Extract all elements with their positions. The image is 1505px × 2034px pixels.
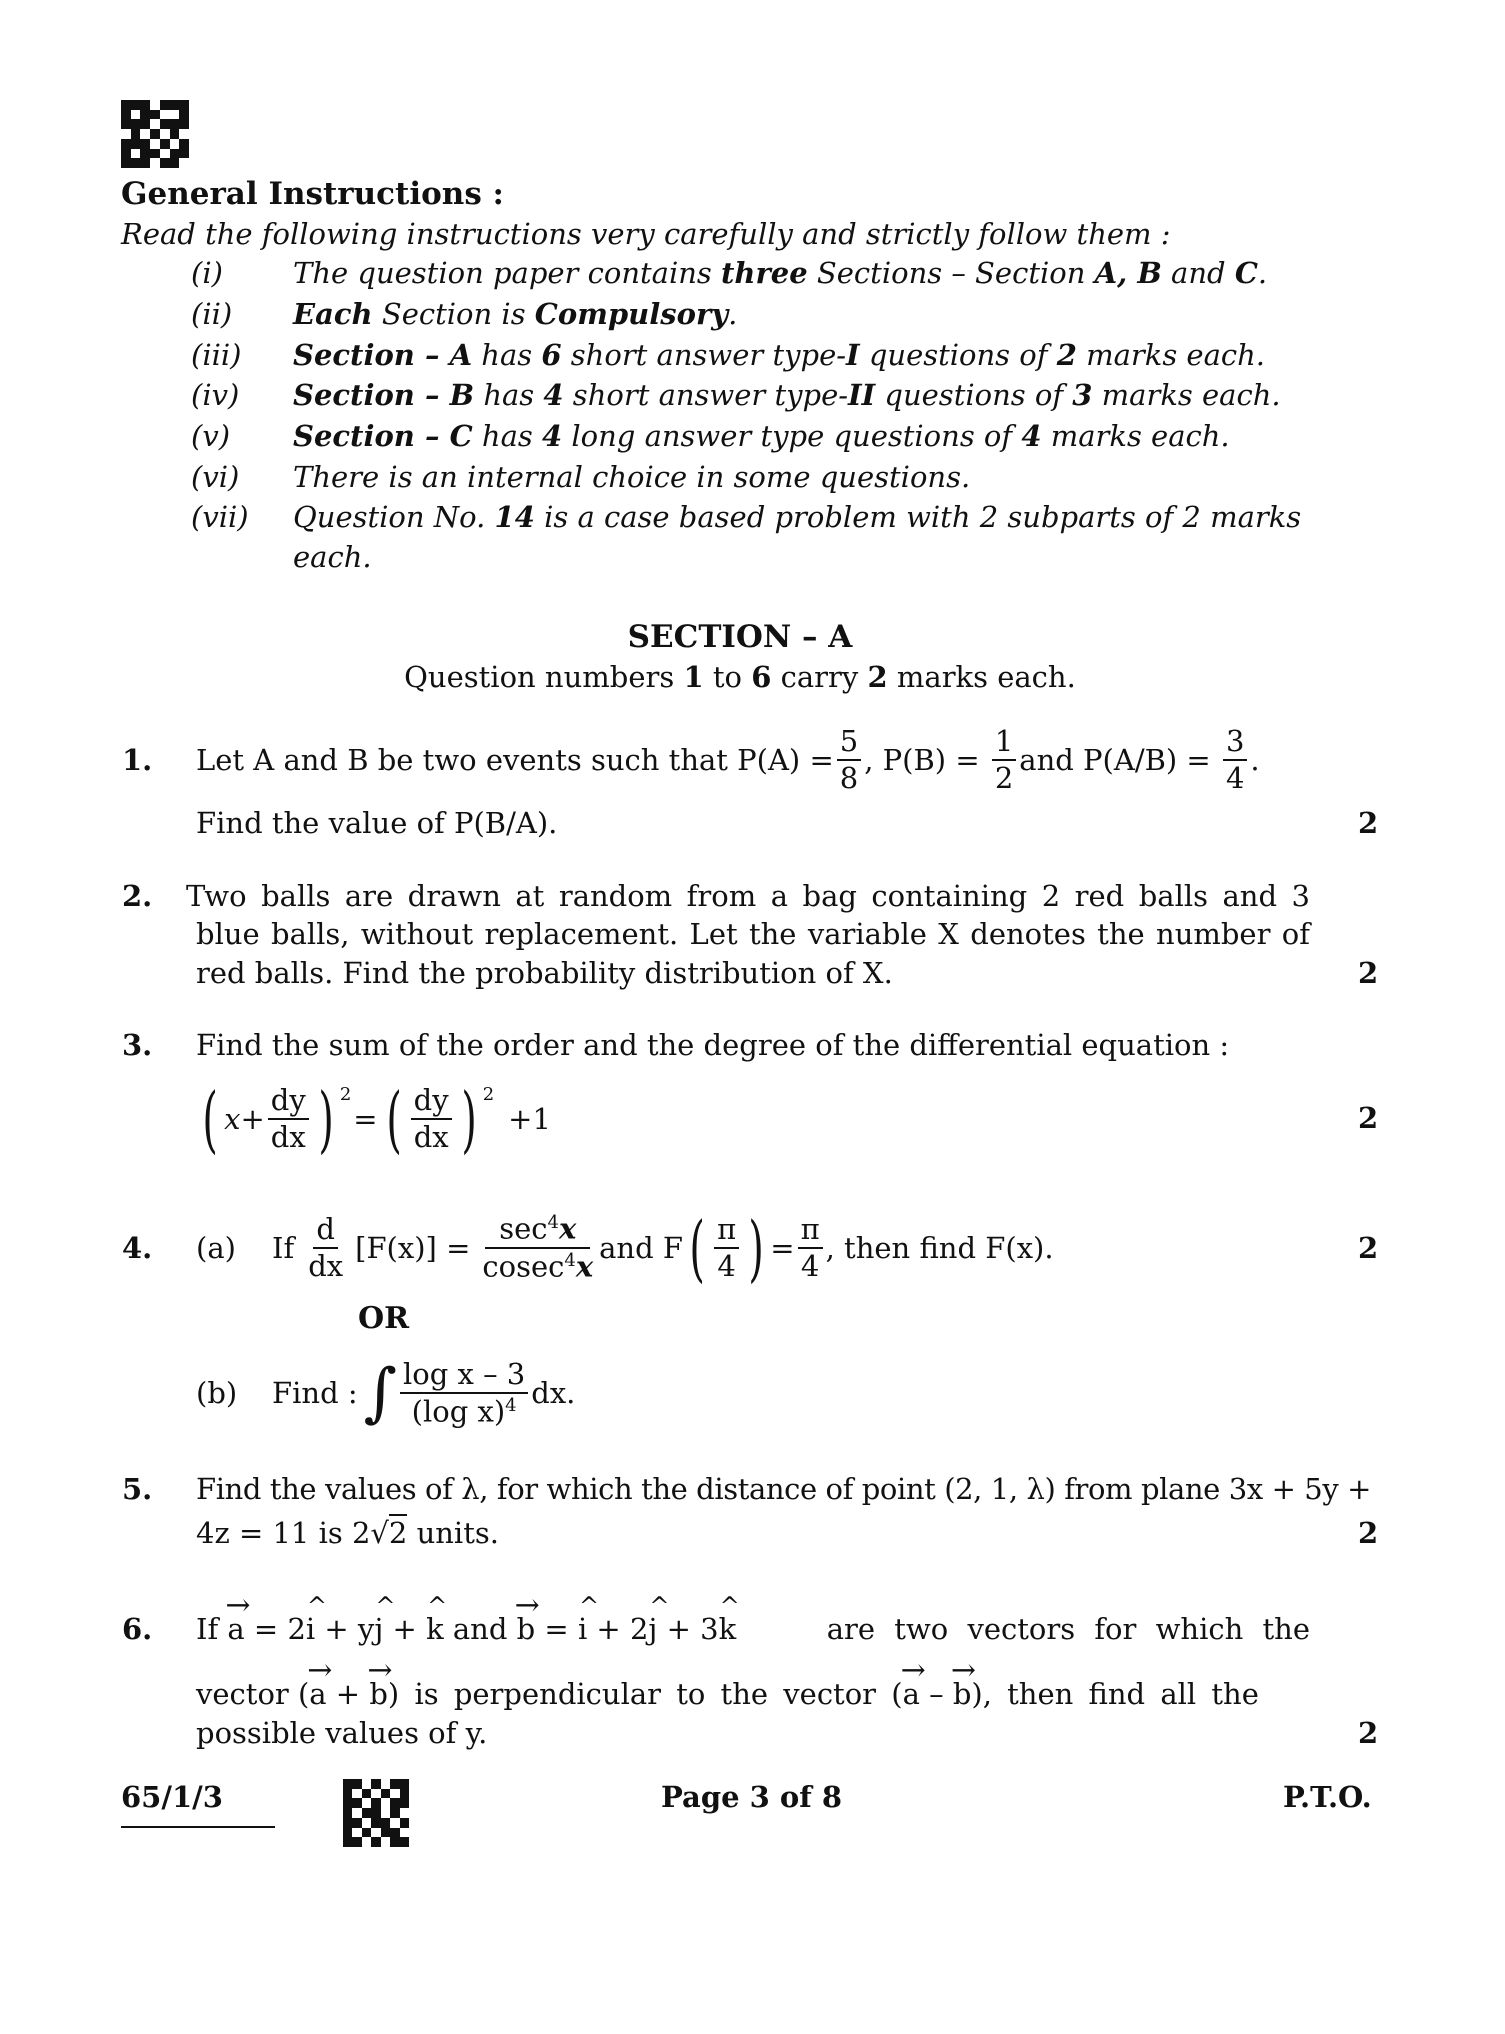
denominator: dx xyxy=(413,1120,449,1154)
question-number: 3. xyxy=(122,1028,153,1062)
numerator: dy xyxy=(268,1086,309,1120)
text: 3 xyxy=(1072,378,1093,412)
numerator: π xyxy=(714,1215,739,1249)
text: +1 xyxy=(508,1102,551,1136)
left-paren: ( xyxy=(202,1077,218,1161)
numerator: log x – 3 xyxy=(400,1360,528,1394)
vector-a: → a xyxy=(227,1612,244,1646)
text: Compulsory xyxy=(534,297,729,331)
question-text xyxy=(196,1677,1310,1711)
text: A, B xyxy=(1094,256,1162,290)
text: There is an internal choice in some questions. xyxy=(293,460,971,494)
marks: 2 xyxy=(1358,1231,1379,1265)
unit-i: ^ i xyxy=(578,1612,587,1646)
text: The question paper contains xyxy=(293,256,722,290)
instruction-item xyxy=(293,500,1355,534)
text xyxy=(196,1677,1259,1711)
unit-k: ^ k xyxy=(426,1612,444,1646)
text: cosec xyxy=(482,1249,565,1284)
exponent: 4 xyxy=(505,1394,517,1416)
text: units. xyxy=(407,1516,499,1550)
question-text xyxy=(196,720,1260,800)
right-paren: ) xyxy=(748,1206,764,1290)
section-subtitle xyxy=(0,660,1480,694)
question-text: Two balls are drawn at random from a bag containing 2 red balls and 3 xyxy=(186,879,1310,913)
text: short answer type- xyxy=(563,378,849,412)
marks: 2 xyxy=(1358,1516,1379,1550)
question-text: possible values of y. xyxy=(196,1716,488,1750)
fraction xyxy=(798,1212,823,1283)
vector-b: → b xyxy=(517,1612,536,1646)
fraction xyxy=(305,1212,346,1283)
text: and xyxy=(1161,256,1235,290)
text: – xyxy=(919,1677,953,1711)
text: Sections – Section xyxy=(807,256,1095,290)
text: Section – B xyxy=(293,378,475,412)
page-number: Page 3 of 8 xyxy=(661,1780,843,1814)
exponent: 2 xyxy=(339,1084,352,1105)
left-paren: ( xyxy=(689,1206,705,1290)
fraction xyxy=(411,1083,452,1154)
instructions-intro: Read the following instructions very carefully and strictly follow them : xyxy=(121,217,1171,251)
text: ), then find all the xyxy=(971,1677,1259,1711)
question-text xyxy=(196,1516,499,1550)
sqrt-sign: √ xyxy=(370,1516,389,1550)
denominator xyxy=(479,1249,596,1282)
option-b-label: (b) xyxy=(196,1376,238,1410)
right-paren: ) xyxy=(460,1077,477,1161)
denominator xyxy=(305,1249,346,1281)
paper-code: 65/1/3 xyxy=(121,1780,223,1814)
text: 6 xyxy=(751,660,772,694)
please-turn-over: P.T.O. xyxy=(1283,1780,1372,1814)
marks: 2 xyxy=(1358,1716,1379,1750)
unit-k: ^ k xyxy=(719,1612,737,1646)
marks: 2 xyxy=(1358,956,1379,990)
denominator: 2 xyxy=(994,761,1014,795)
text: marks each. xyxy=(1041,419,1230,453)
fraction xyxy=(837,724,861,795)
question-number: 1. xyxy=(122,743,153,777)
text: Section – A xyxy=(293,338,473,372)
text: + 3 xyxy=(657,1612,719,1646)
text: = 2 xyxy=(244,1612,306,1646)
text: 4 xyxy=(1021,419,1042,453)
text: three xyxy=(721,256,808,290)
paper-code-underline xyxy=(121,1826,275,1828)
text: ) is perpendicular to the vector ( xyxy=(387,1677,903,1711)
instruction-number: (iii) xyxy=(191,338,242,372)
text: + xyxy=(326,1677,370,1711)
numerator: 5 xyxy=(837,727,861,761)
text: questions of xyxy=(859,338,1057,372)
section-title: SECTION – A xyxy=(627,619,853,655)
instruction-item xyxy=(293,460,970,494)
text: 4 xyxy=(543,378,564,412)
instruction-number: (ii) xyxy=(191,297,233,331)
text: and F xyxy=(599,1231,683,1265)
text: Question No. xyxy=(293,500,495,534)
fraction xyxy=(268,1083,309,1154)
text: 14 xyxy=(494,500,535,534)
text: = xyxy=(535,1612,578,1646)
integral-sign: ∫ xyxy=(363,1356,397,1430)
instruction-item xyxy=(293,338,1265,372)
text: questions of xyxy=(875,378,1073,412)
fraction xyxy=(992,724,1016,795)
text: dx. xyxy=(531,1376,576,1410)
text: carry xyxy=(771,660,868,694)
question-text: Find the sum of the order and the degree of the differential equation : xyxy=(196,1028,1230,1062)
numerator: 1 xyxy=(992,727,1016,761)
right-paren: ) xyxy=(318,1077,334,1161)
text: x xyxy=(558,1212,577,1246)
text: to xyxy=(703,660,752,694)
text: sec xyxy=(499,1212,548,1246)
text: Each xyxy=(293,297,373,331)
option-a-text xyxy=(272,1200,1054,1296)
text: are two vectors for which the xyxy=(807,1612,1310,1646)
text: If xyxy=(196,1612,228,1646)
text: 2 xyxy=(388,1516,408,1550)
text: short answer type- xyxy=(561,338,847,372)
numerator: π xyxy=(798,1215,823,1249)
text: + 2 xyxy=(587,1612,649,1646)
qr-code-icon xyxy=(121,100,189,168)
text: + xyxy=(383,1612,427,1646)
exponent: 2 xyxy=(482,1084,495,1105)
text: 4z = 11 is 2 xyxy=(196,1516,371,1550)
instruction-item xyxy=(293,256,1267,290)
text: = xyxy=(353,1102,378,1136)
question-text: Find the values of λ, for which the distance of point (2, 1, λ) from plane 3x + 5y + xyxy=(196,1472,1372,1506)
text: Section is xyxy=(372,297,535,331)
instruction-number: (i) xyxy=(191,256,223,290)
text: vector ( xyxy=(196,1677,310,1711)
text: . xyxy=(1257,256,1268,290)
text: I xyxy=(846,338,860,372)
denominator: 8 xyxy=(839,761,859,795)
question-number: 6. xyxy=(122,1612,153,1646)
text: has xyxy=(472,419,542,453)
numerator xyxy=(485,1214,590,1249)
denominator xyxy=(409,1394,520,1427)
vector-b: → b xyxy=(369,1677,388,1711)
qr-code-icon xyxy=(343,1779,409,1847)
text: . xyxy=(728,297,738,331)
text: = xyxy=(770,1231,795,1265)
denominator: 4 xyxy=(717,1249,736,1283)
question-text: blue balls, without replacement. Let the variable X denotes the number of xyxy=(196,917,1310,951)
vector-a: → a xyxy=(309,1677,326,1711)
text: II xyxy=(848,378,876,412)
option-a-label: (a) xyxy=(196,1231,236,1265)
text: , P(B) = xyxy=(864,743,989,777)
text: marks each. xyxy=(1076,338,1266,372)
exponent: 4 xyxy=(564,1250,576,1271)
option-b-text xyxy=(272,1345,575,1441)
vector-a: → a xyxy=(903,1677,920,1711)
text: long answer type questions of xyxy=(562,419,1022,453)
text xyxy=(196,1612,736,1646)
text: [F(x)] = xyxy=(355,1231,471,1265)
fraction xyxy=(1223,724,1247,795)
unit-i: ^ i xyxy=(306,1612,315,1646)
instruction-number: (iv) xyxy=(191,378,240,412)
text: Find : xyxy=(272,1376,358,1410)
numerator: dy xyxy=(411,1086,452,1120)
fraction xyxy=(400,1356,528,1429)
instruction-number: (vii) xyxy=(191,500,249,534)
question-number: 5. xyxy=(122,1472,153,1506)
text: has xyxy=(472,338,542,372)
text: 1 xyxy=(683,660,704,694)
denominator: 4 xyxy=(800,1249,820,1283)
exponent: 4 xyxy=(547,1212,559,1234)
fraction xyxy=(479,1212,596,1284)
general-instructions-title: General Instructions : xyxy=(121,176,505,212)
differential-equation xyxy=(196,1078,551,1160)
text: Section – C xyxy=(293,419,473,453)
text: marks each. xyxy=(1092,378,1281,412)
marks: 2 xyxy=(1358,806,1379,840)
text: marks each. xyxy=(887,660,1076,694)
question-text: Find the value of P(B/A). xyxy=(196,806,558,840)
text: If xyxy=(272,1231,295,1265)
or-divider: OR xyxy=(358,1301,410,1336)
instruction-item-continued: each. xyxy=(293,540,372,574)
instruction-item xyxy=(293,419,1230,453)
text: Question numbers xyxy=(404,660,684,694)
text: 2 xyxy=(867,660,888,694)
numerator: d xyxy=(313,1215,338,1249)
text: x xyxy=(575,1249,594,1284)
text: + y xyxy=(315,1612,375,1646)
unit-j: ^ j xyxy=(374,1612,383,1646)
instruction-item xyxy=(293,297,737,331)
text: has xyxy=(474,378,544,412)
text: + xyxy=(240,1102,265,1136)
instruction-item xyxy=(293,378,1281,412)
text: x xyxy=(224,1102,241,1136)
unit-j: ^ j xyxy=(648,1612,657,1646)
text: Let A and B be two events such that P(A) = xyxy=(196,743,834,777)
text: and xyxy=(443,1612,517,1646)
text: 4 xyxy=(541,419,563,453)
text: . xyxy=(1250,743,1260,777)
text: , then find F(x). xyxy=(825,1231,1054,1265)
denominator: dx xyxy=(270,1120,306,1154)
text: (log x) xyxy=(411,1394,506,1429)
numerator: 3 xyxy=(1223,727,1247,761)
question-text xyxy=(196,1612,1310,1646)
text: is a case based problem with 2 subparts of 2 marks xyxy=(534,500,1302,534)
question-number: 2. xyxy=(122,879,153,913)
fraction xyxy=(714,1212,739,1283)
text xyxy=(293,500,1301,534)
text: C xyxy=(1234,256,1258,290)
left-paren: ( xyxy=(385,1077,402,1161)
text: and P(A/B) = xyxy=(1019,743,1220,777)
vector-b: → b xyxy=(953,1677,972,1711)
text: 2 xyxy=(1056,338,1077,372)
text: dx xyxy=(308,1249,344,1283)
denominator: 4 xyxy=(1225,761,1245,795)
question-text: red balls. Find the probability distribution of X. xyxy=(196,956,893,990)
text: 6 xyxy=(541,338,562,372)
marks: 2 xyxy=(1358,1101,1379,1135)
instruction-number: (vi) xyxy=(191,460,240,494)
question-number: 4. xyxy=(122,1231,153,1265)
instruction-number: (v) xyxy=(191,419,231,453)
